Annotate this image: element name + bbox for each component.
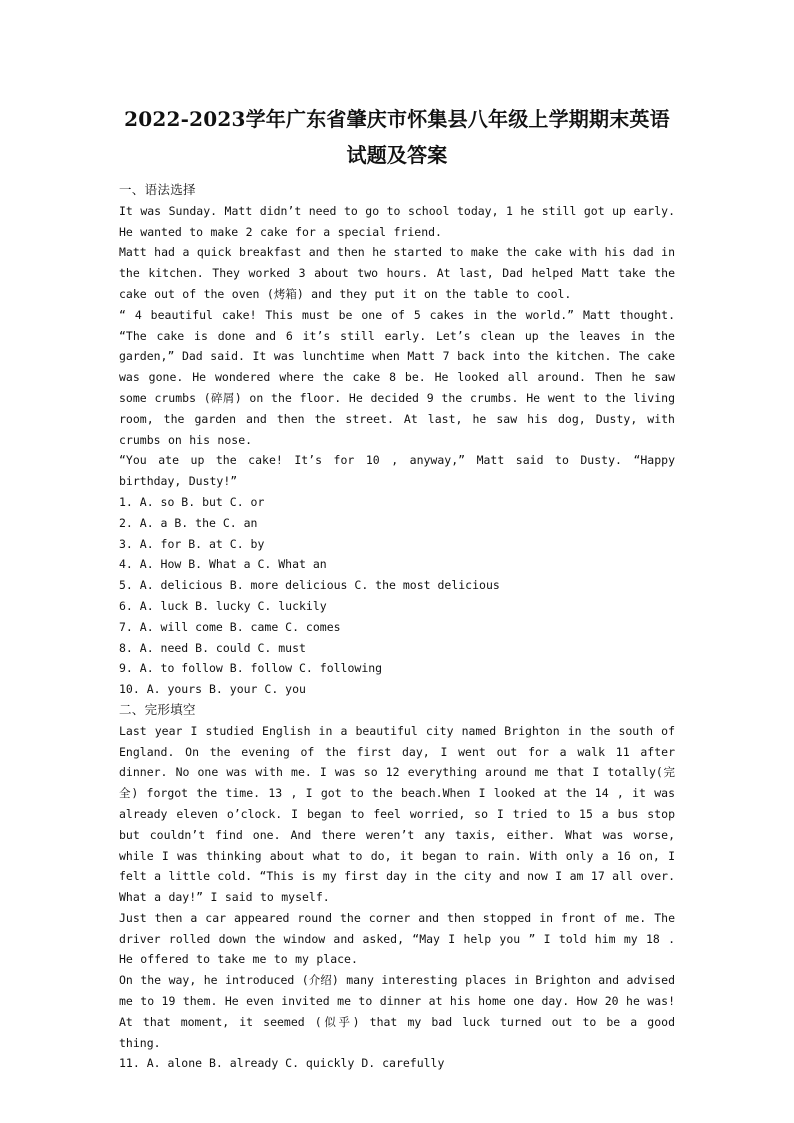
title-line-1: 2022-2023学年广东省肇庆市怀集县八年级上学期期末英语 [124, 107, 670, 131]
passage-paragraph: On the way, he introduced (介绍) many interesting places in Brighton and advised me to 19 them. He even invited me to dinner at his home one day. How 20 he was! At that moment, it seemed (似乎) that my bad luck turned out to be a good thing. [119, 973, 675, 1050]
passage-paragraph: Last year I studied English in a beautiful city named Brighton in the south of England. On the evening of the first day, I went out for a walk 11 after dinner. No one was with me. I was so 12 everything around me that I totally(完全) forgot the time. 13 , I got to the beach.When I looked at the 14 , it was already eleven o’clock. I began to feel worried, so I tried to 15 a bus stop but couldn’t find one. And there weren’t any taxis, either. What was worse, while I was thinking about what to do, it began to rain. With only a 16 on, I felt a little cold. “This is my first day in the city and now I am 17 all over. What a day!” I said to myself. [119, 723, 675, 905]
document-body [119, 180, 675, 1074]
question-options: 8. A. need B. could C. must [119, 640, 306, 655]
section-heading-grammar: 一、语法选择 [119, 182, 196, 197]
document-title [119, 0, 675, 173]
passage-paragraph: Just then a car appeared round the corner and then stopped in front of me. The driver rolled down the window and asked, “May I help you ” I told him my 18 . He offered to take me to my place. [119, 910, 675, 967]
passage-paragraph: “ 4 beautiful cake! This must be one of 5 cakes in the world.” Matt thought. “The cake is done and 6 it’s still early. Let’s clean up the leaves in the garden,” Dad said. It was lunchtime when Matt 7 back into the kitchen. The cake was gone. He wondered where the cake 8 be. He looked all around. Then he saw some crumbs (碎屑) on the floor. He decided 9 the crumbs. He went to the living room, the garden and then the street. At last, he saw his dog, Dusty, with crumbs on his nose. [119, 307, 675, 447]
question-options: 6. A. luck B. lucky C. luckily [119, 598, 327, 613]
question-options: 10. A. yours B. your C. you [119, 682, 306, 697]
question-options: 2. A. a B. the C. an [119, 515, 258, 530]
question-options: 5. A. delicious B. more delicious C. the most delicious [119, 578, 500, 593]
title-line-2: 试题及答案 [346, 143, 448, 167]
question-options: 3. A. for B. at C. by [119, 536, 265, 551]
passage-paragraph: Matt had a quick breakfast and then he started to make the cake with his dad in the kitchen. They worked 3 about two hours. At last, Dad helped Matt take the cake out of the oven (烤箱) and they put it on the table to cool. [119, 245, 675, 301]
question-options: 1. A. so B. but C. or [119, 494, 265, 509]
section-heading-cloze: 二、完形填空 [119, 701, 196, 717]
passage-paragraph: “You ate up the cake! It’s for 10 , anyway,” Matt said to Dusty. “Happy birthday, Dusty!” [119, 453, 675, 489]
question-options: 7. A. will come B. came C. comes [119, 619, 341, 634]
question-options: 11. A. alone B. already C. quickly D. carefully [119, 1056, 445, 1071]
question-options: 9. A. to follow B. follow C. following [119, 661, 383, 676]
passage-paragraph: It was Sunday. Matt didn’t need to go to school today, 1 he still got up early. He wanted to make 2 cake for a special friend. [119, 203, 675, 239]
question-options: 4. A. How B. What a C. What an [119, 557, 327, 572]
